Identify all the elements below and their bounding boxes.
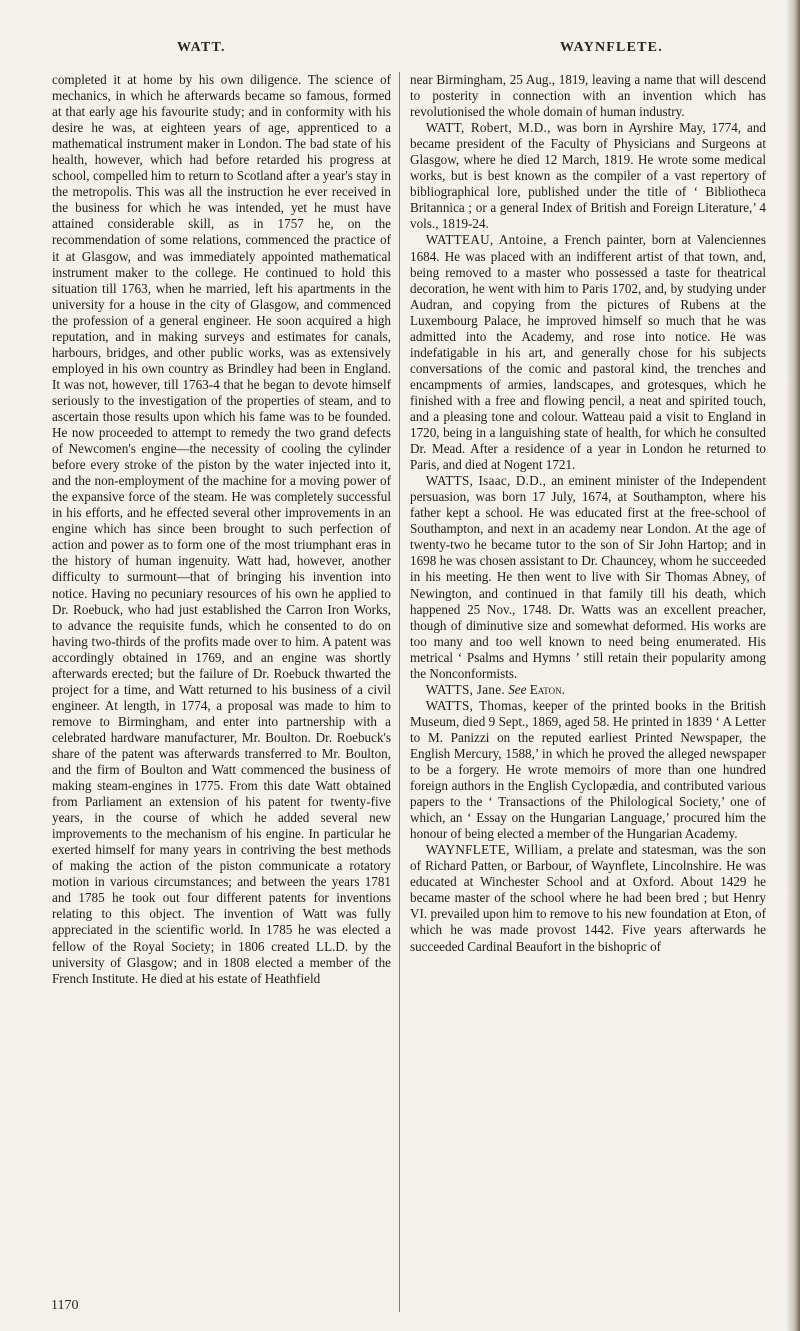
headword-watts-thomas: WATTS, Thomas, [425,697,527,713]
headword-waynflete: WAYNFLETE, William, [425,842,563,858]
right-column [410,72,766,955]
column-divider [399,72,400,1312]
entry-watts-thomas [410,698,766,842]
watt-james-continued: completed it at home by his own diligence. The science of mechanics, in which he afterwards became so famous, formed at that early age his favourite study; and in conformity with his desire he was, at eighteen years of age, apprenticed to a mathematical instrument maker in London. The bad state of his health, however, which had before retarded his progress at school, compelled him to return to Scotland after a year's stay in the metropolis. This was all the instruction he ever received in the business for which he was intended, yet he must have attained considerable skill, as in 1757 he, on the recommendation of some relations, commenced the practice of it at Glasgow, and was immediately appointed mathematical instrument maker to the college. He continued to hold this situation till 1763, when he married, left his apartments in the university for a house in the city of Glasgow, and commenced the profession of a general engineer. He soon acquired a high reputation, and in making surveys and estimates for canals, harbours, bridges, and other public works, was as extensively employed in his own country as Brindley had been in England. It was not, however, till 1763-4 that he began to devote himself seriously to the investigation of the properties of steam, and to ascertain those results upon which his fame was to be founded. He now proceeded to attempt to remedy the two grand defects of Newcomen's engine—the necessity of cooling the cylinder before every stroke of the piston by the water injected into it, and the non-employment of the machine for a moving power of the expansive force of the steam. He was completely successful in his efforts, and he effected several other improvements in an engine which has since been brought to such perfection of action and power as to form one of the most triumphant eras in the history of human ingenuity. Watt had, however, another difficulty to surmount—that of bringing his invention into notice. Having no pecuniary resources of his own he applied to Dr. Roebuck, who had just established the Carron Iron Works, to advance the requisite funds, which he consented to do on having two-thirds of the profits made over to him. A patent was accordingly obtained in 1769, and an engine was shortly afterwards erected; but the failure of Dr. Roebuck thwarted the project for a time, and Watt returned to his business of a civil engineer. At length, in 1774, a proposal was made to him to remove to Birmingham, and enter into partnership with a celebrated hardware manufacturer, Mr. Boulton. Dr. Roebuck's share of the patent was afterwards transferred to Mr. Boulton, and the firm of Boulton and Watt commenced the business of making steam-engines in 1775. From this date Watt obtained from Parliament an extension of his patent for twenty-five years, in the course of which he added several new improvements to the mechanism of his engine. In particular he exerted himself for many years in contriving the best methods of making the action of the piston communicate a rotatory motion in various circumstances; and between the years 1781 and 1785 he took out four different patents for inventions relating to this object. The invention of Watt was fully appreciated in the scientific world. In 1785 he was elected a fellow of the Royal Society; in 1806 created LL.D. by the university of Glasgow; and in 1808 elected a member of the French Institute. He died at his estate of Heathfield [52,72,391,986]
cross-reference: Eaton. [529,681,565,697]
entry-body: an eminent minister of the Independent persuasion, was born 17 July, 1674, at Southampton, where his father kept a school. He was educated first at the free-school of Southampton, and next in an academy near London. At the age of twenty-two he became tutor to the son of Sir John Hartop; and in 1698 he was chosen assistant to Dr. Chauncey, whom he succeeded in his meeting. He then went to live with Sir Thomas Abney, of Newington, and continued in that family till his death, which happened 25 Nov., 1748. Dr. Watts was an excellent preacher, though of diminutive size and somewhat deformed. His works are too many and too well known to need being enumerated. His metrical ‘ Psalms and Hymns ’ still retain their popularity among the Nonconformists. [410,473,766,681]
entry-watteau [410,232,766,473]
entry-body: was born in Ayrshire May, 1774, and became president of the Faculty of Physicians and Surgeons at Glasgow, where he died 12 March, 1819. He wrote some medical works, but is best known as the compiler of a vast repertory of bibliographical lore, published under the title of ‘ Bibliotheca Britannica ; or a general Index of British and Foreign Literature,’ 4 vols., 1819-24. [410,120,766,232]
page-edge-shadow [786,0,800,1331]
entry-body: a French painter, born at Valenciennes 1684. He was placed with an indifferent artist of that town, and, being removed to a master who possessed a taste for theatrical decoration, he went with him to Paris 1702, and, by studying under Audran, and copying from the pictures of Rubens at the Luxembourg Palace, he improved himself so much that he was admitted into the Academy, and rose into notice. He was indefatigable in his art, and generally chose for his subjects conversations of the comic and pastoral kind, the trenches and encampments of armies, landscapes, and grotesques, which he finished with a free and flowing pencil, a neat and spirited touch, and a pleasing tone and colour. Watteau paid a visit to England in 1720, being in a languishing state of health, for which he consulted Dr. Mead. After a residence of a year in London he returned to Paris, and died at Nogent 1721. [410,232,766,473]
entry-watts-isaac [410,473,766,682]
watt-james-conclusion: near Birmingham, 25 Aug., 1819, leaving a name that will descend to posterity in connection with an invention which has revolutionised the whole domain of human industry. [410,72,766,120]
left-column [52,72,391,987]
entry-watt-robert [410,120,766,232]
headword-watts-isaac: WATTS, Isaac, D.D., [425,473,547,489]
header-left: WATT. [177,40,226,55]
entry-body: a prelate and statesman, was the son of Richard Patten, or Barbour, of Waynflete, Lincolnshire. He was educated at Winchester School and at Oxford. About 1429 he became master of the school where he had been bred ; but Henry VI. prevailed upon him to remove to his new foundation at Eton, of which he was made provost 1442. Five years afterwards he succeeded Cardinal Beaufort in the bishopric of [410,842,766,954]
headword-watts-jane: WATTS, Jane. [425,681,505,697]
headword-watteau: WATTEAU, Antoine, [425,232,547,248]
see-label: See [504,681,530,697]
headword-watt-robert: WATT, Robert, M.D., [425,120,551,136]
entry-body: keeper of the printed books in the British Museum, died 9 Sept., 1869, aged 58. He printed in 1839 ‘ A Letter to M. Panizzi on the reputed earliest Printed Newspaper, the English Mercury, 1588,’ in which he proved the alleged newspaper to be a forgery. He wrote memoirs of more than one hundred foreign authors in the English Cyclopædia, and contributed various papers to the ‘ Transactions of the Philological Society,’ one of which, an ‘ Essay on the Hungarian Language,’ procured him the honour of being elected a member of the Hungarian Academy. [410,697,766,842]
entry-waynflete [410,842,766,954]
entry-watts-jane [410,682,766,698]
page-number: 1170 [51,1298,79,1313]
header-right: WAYNFLETE. [560,40,663,55]
